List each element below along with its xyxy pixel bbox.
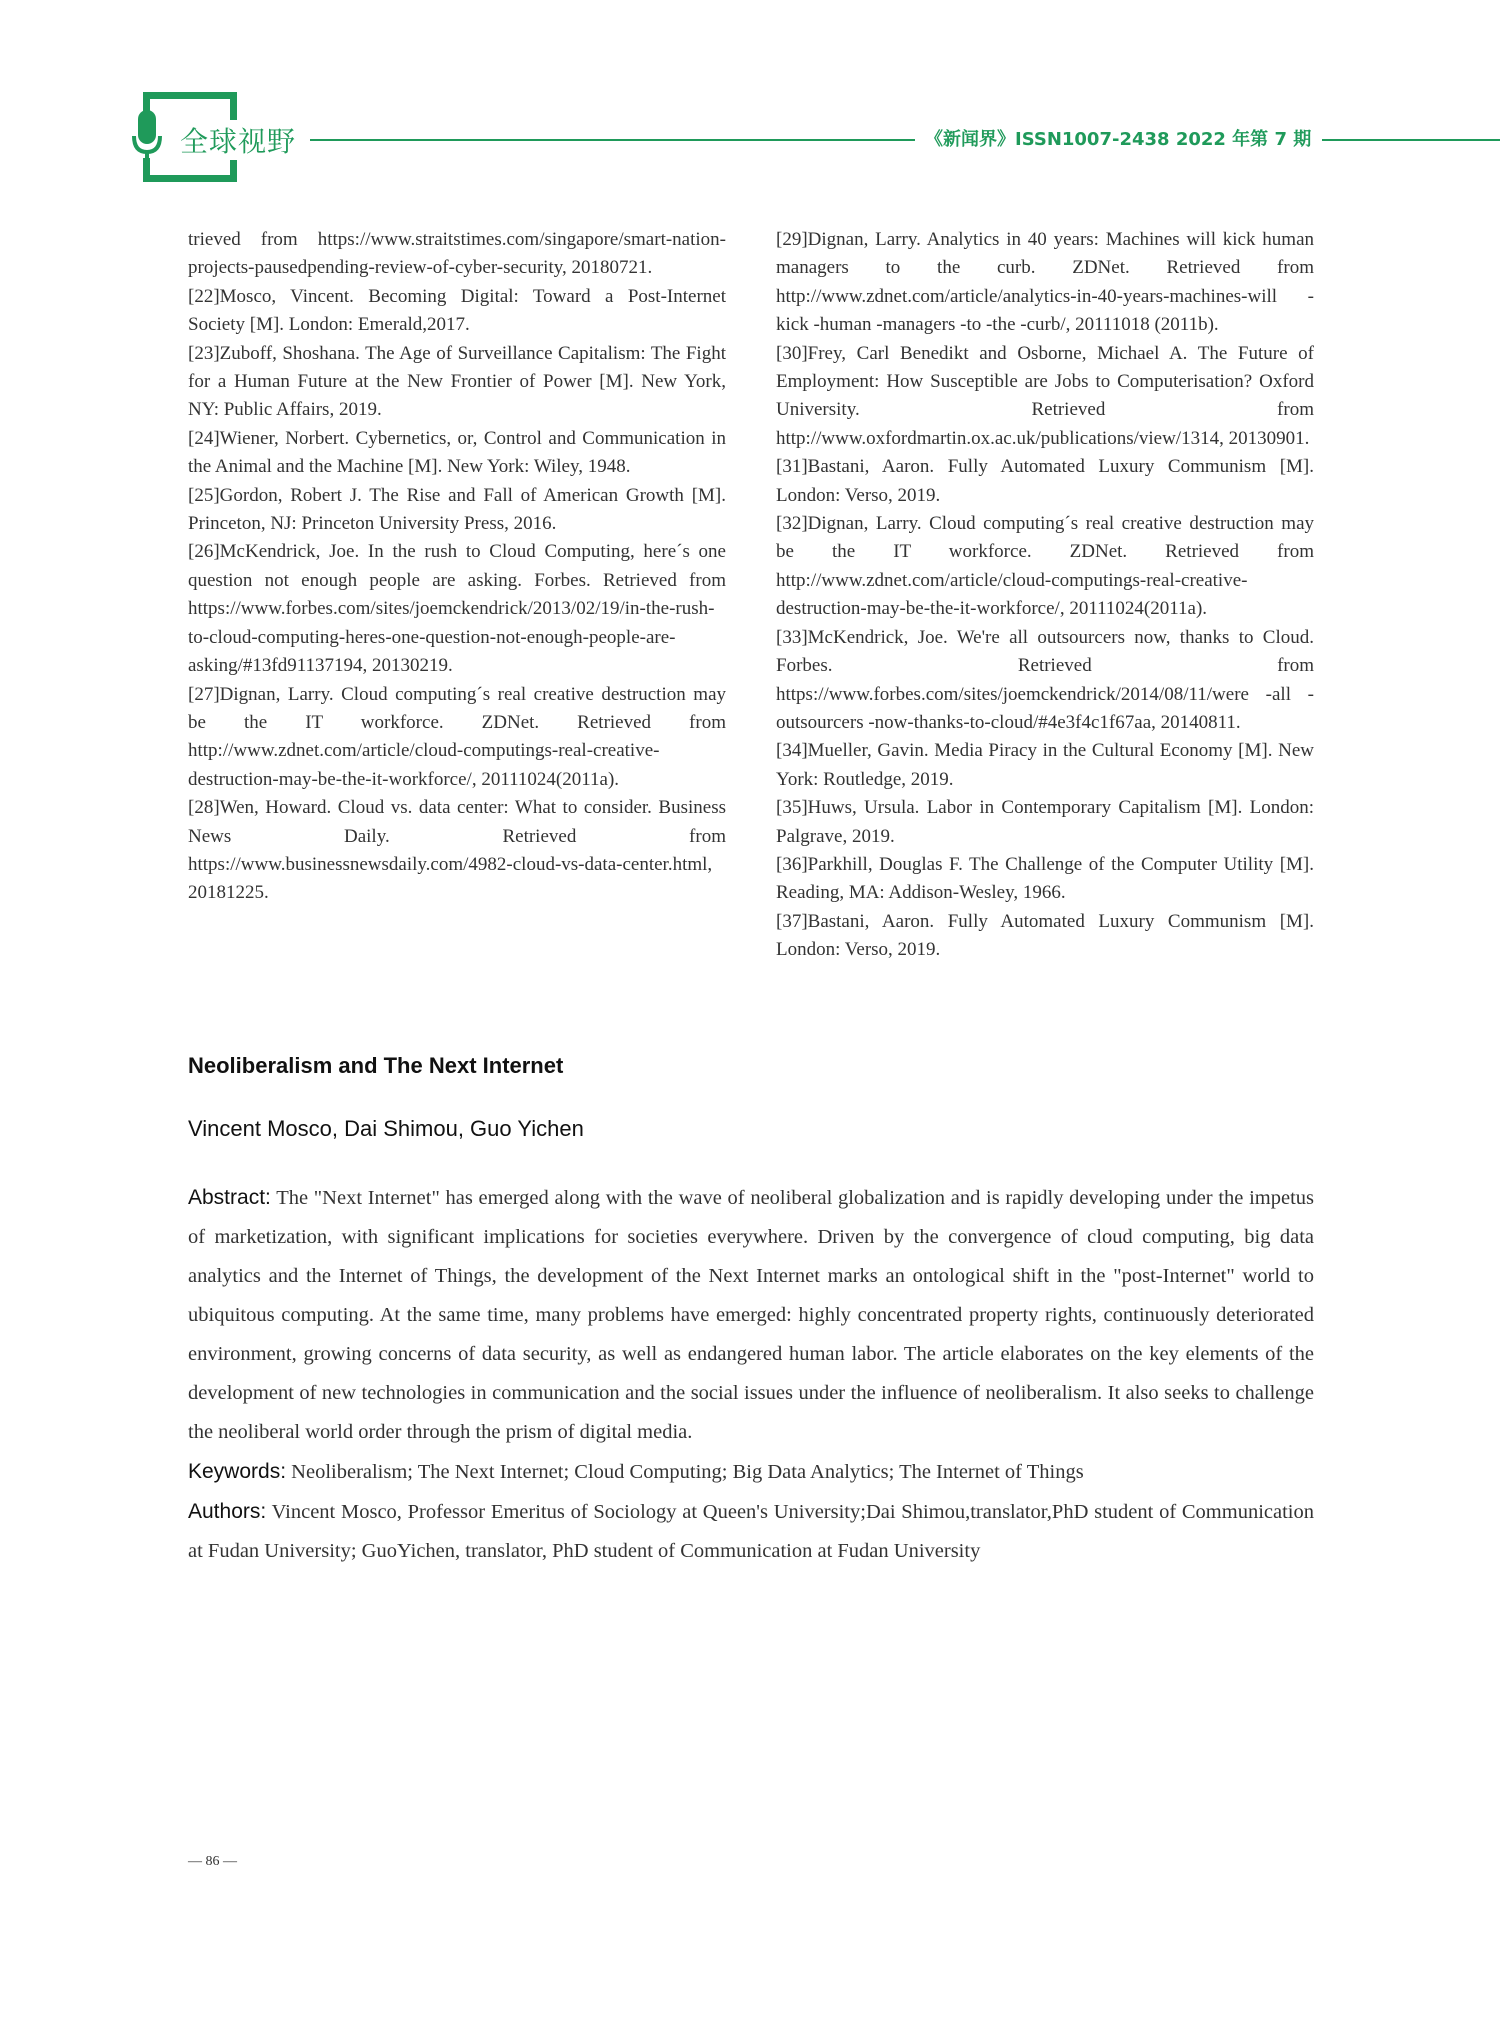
keywords-label: Keywords: bbox=[188, 1460, 287, 1483]
reference-item: [31]Bastani, Aaron. Fully Automated Luxury Communism [M]. London: Verso, 2019. bbox=[776, 456, 1314, 506]
reference-item: [22]Mosco, Vincent. Becoming Digital: Toward a Post-Internet Society [M]. London: Emerald,2017. bbox=[188, 285, 726, 336]
reference-item: [28]Wen, Howard. Cloud vs. data center: What to consider. Business News Daily. Retrieved from https://www.businessnewsdaily.com/4982-cloud-vs-data-center.html, 20181225. bbox=[188, 797, 726, 904]
reference-item: [27]Dignan, Larry. Cloud computing´s real creative destruction may be the IT workforce. ZDNet. Retrieved from http://www.zdnet.com/article/cloud-computings-real-creative-destruction-may-be-the-it-workforce/, 20111024(2011a). bbox=[188, 683, 726, 790]
reference-item: [37]Bastani, Aaron. Fully Automated Luxury Communism [M]. London: Verso, 2019. bbox=[776, 910, 1314, 961]
abstract-paragraph bbox=[188, 1178, 1314, 1452]
reference-item: [32]Dignan, Larry. Cloud computing´s real creative destruction may be the IT workforce. ZDNet. Retrieved from http://www.zdnet.com/article/cloud-computings-real-creative-destruction-may-be-the-it-workforce/, 20111024(2011a). bbox=[776, 513, 1314, 620]
reference-item: [25]Gordon, Robert J. The Rise and Fall of American Growth [M]. Princeton, NJ: Princeton University Press, 2016. bbox=[188, 484, 726, 535]
references-right-column bbox=[776, 226, 1314, 965]
references-left-column bbox=[188, 226, 726, 908]
keywords-paragraph bbox=[188, 1452, 1314, 1492]
reference-item: trieved from https://www.straitstimes.com/singapore/smart-nation-projects-pausedpending-review-of-cyber-security, 20180721. bbox=[188, 229, 726, 279]
reference-item: [35]Huws, Ursula. Labor in Contemporary Capitalism [M]. London: Palgrave, 2019. bbox=[776, 797, 1314, 847]
english-authors: Vincent Mosco, Dai Shimou, Guo Yichen bbox=[188, 1116, 584, 1141]
abstract-text: The "Next Internet" has emerged along with the wave of neoliberal globalization and is rapidly developing under the impetus of marketization, with significant implications for societies everywhere. Driven by the convergence of cloud computing, big data analytics and the Internet of Things, the development of the Next Internet marks an ontological shift in the "post-Internet" world to ubiquitous computing. At the same time, many problems have emerged: highly concentrated property rights, continuously deteriorated environment, growing concerns of data security, as well as endangered human labor. The article elaborates on the key elements of the development of new technologies in communication and the social issues under the influence of neoliberalism. It also seeks to challenge the neoliberal world order through the prism of digital media. bbox=[188, 1187, 1314, 1443]
reference-item: [23]Zuboff, Shoshana. The Age of Surveillance Capitalism: The Fight for a Human Future at the New Frontier of Power [M]. New York, NY: Public Affairs, 2019. bbox=[188, 342, 726, 421]
header-rule-left bbox=[310, 139, 915, 141]
section-title: 全球视野 bbox=[180, 120, 300, 160]
page-number: — 86 — bbox=[188, 1854, 237, 1869]
authors-paragraph bbox=[188, 1492, 1314, 1571]
keywords-text: Neoliberalism; The Next Internet; Cloud Computing; Big Data Analytics; The Internet of Things bbox=[291, 1461, 1084, 1483]
reference-item: [33]McKendrick, Joe. We're all outsourcers now, thanks to Cloud. Forbes. Retrieved from https://www.forbes.com/sites/joemckendrick/2014/08/11/were -all -outsourcers -now-thanks-to-cloud/#4e3f4c1f67aa, 20140811. bbox=[776, 626, 1314, 733]
authors-label: Authors: bbox=[188, 1500, 267, 1523]
abstract-label: Abstract: bbox=[188, 1186, 271, 1209]
english-title: Neoliberalism and The Next Internet bbox=[188, 1053, 564, 1078]
page-header bbox=[0, 0, 1500, 200]
reference-item: [30]Frey, Carl Benedikt and Osborne, Michael A. The Future of Employment: How Susceptible are Jobs to Computerisation? Oxford University. Retrieved from http://www.oxfordmartin.ox.ac.uk/publications/view/1314, 20130901. bbox=[776, 342, 1314, 449]
header-rule-right bbox=[1322, 139, 1500, 141]
english-abstract-block bbox=[188, 1178, 1314, 1571]
reference-item: [24]Wiener, Norbert. Cybernetics, or, Control and Communication in the Animal and the Machine [M]. New York: Wiley, 1948. bbox=[188, 427, 726, 478]
journal-info: 《新闻界》ISSN1007-2438 2022 年第 7 期 bbox=[925, 129, 1312, 150]
authors-text: Vincent Mosco, Professor Emeritus of Sociology at Queen's University;Dai Shimou,translator,PhD student of Communication at Fudan University; GuoYichen, translator, PhD student of Communication at Fudan University bbox=[188, 1501, 1314, 1562]
reference-item: [34]Mueller, Gavin. Media Piracy in the Cultural Economy [M]. New York: Routledge, 2019. bbox=[776, 740, 1314, 790]
reference-item: [29]Dignan, Larry. Analytics in 40 years: Machines will kick human managers to the curb. ZDNet. Retrieved from http://www.zdnet.com/article/analytics-in-40-years-machines-will -kick -human -managers -to -the -curb/, 20111018 (2011b). bbox=[776, 229, 1314, 336]
reference-item: [36]Parkhill, Douglas F. The Challenge of the Computer Utility [M]. Reading, MA: Addison-Wesley, 1966. bbox=[776, 853, 1314, 904]
reference-item: [26]McKendrick, Joe. In the rush to Cloud Computing, here´s one question not enough people are asking. Forbes. Retrieved from https://www.forbes.com/sites/joemckendrick/2013/02/19/in-the-rush-to-cloud-computing-heres-one-question-not-enough-people-are-asking/#13fd91137194, 20130219. bbox=[188, 541, 726, 677]
